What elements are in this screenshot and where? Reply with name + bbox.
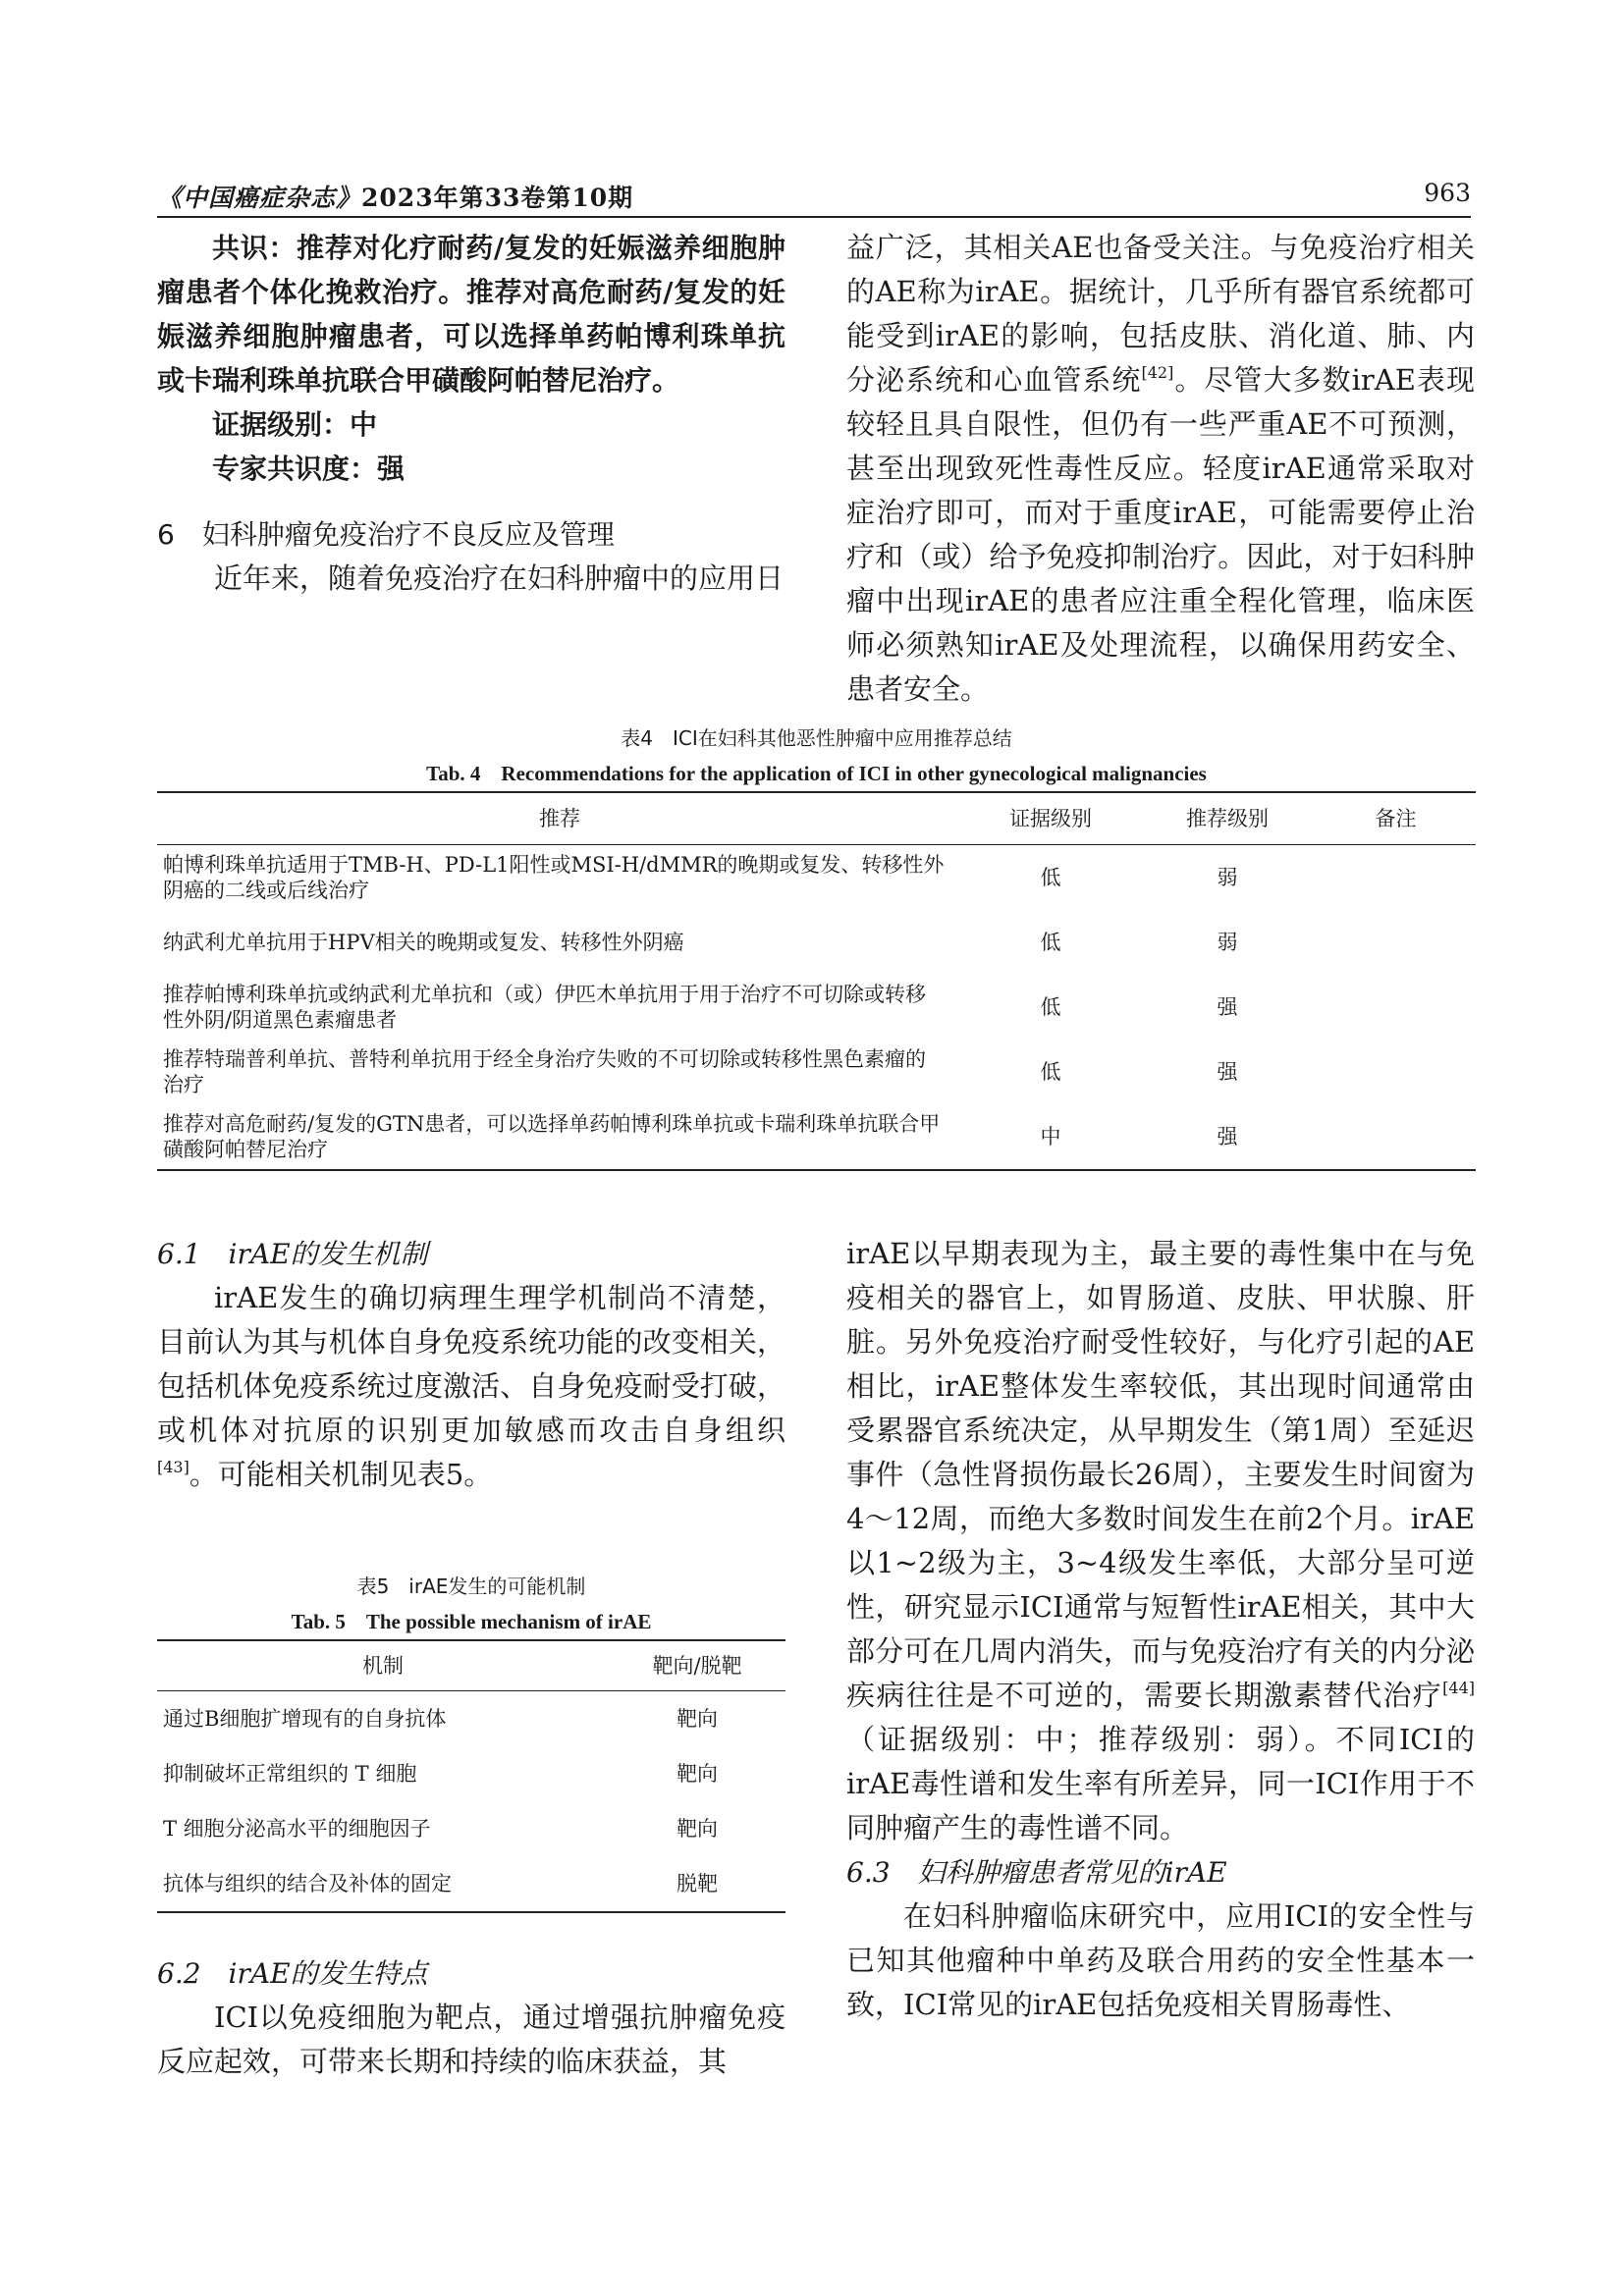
right-column-top — [846, 226, 1475, 712]
cell-recommendation: 纳武利尤单抗用于HPV相关的晚期或复发、转移性外阴癌 — [163, 931, 684, 954]
table-row — [157, 910, 1476, 975]
table-row — [157, 1801, 785, 1856]
col-header-note: 备注 — [1316, 792, 1476, 845]
journal-name: 《中国癌症杂志》 — [157, 184, 362, 212]
section-6-3-title: 6.3 妇科肿瘤患者常见的irAE — [846, 1856, 1227, 1889]
cell-mechanism: 通过B细胞扩增现有的自身抗体 — [163, 1707, 447, 1731]
cell-note — [1316, 845, 1476, 911]
col-header-target: 靶向/脱靶 — [609, 1640, 785, 1691]
cell-recommendation: 推荐对高危耐药/复发的GTN患者，可以选择单药帕博利珠单抗或卡瑞利珠单抗联合甲磺酸阿帕替尼治疗 — [163, 1112, 941, 1161]
section-6-2 — [157, 1951, 785, 2084]
section-6-paragraph: 近年来，随着免疫治疗在妇科肿瘤中的应用日 — [214, 561, 785, 595]
cell-recommendation: 帕博利珠单抗适用于TMB-H、PD-L1阳性或MSI-H/dMMR的晚期或复发、转移性外阴癌的二线或后线治疗 — [163, 853, 945, 902]
cell-target: 脱靶 — [677, 1872, 718, 1896]
section-6-title: 6 妇科肿瘤免疫治疗不良反应及管理 — [157, 518, 615, 551]
cell-target: 靶向 — [677, 1707, 718, 1731]
cell-note — [1316, 1040, 1476, 1104]
left-column-top — [157, 226, 785, 601]
section-6-2-paragraph: ICI以免疫细胞为靶点，通过增强抗肿瘤免疫反应起效，可带来长期和持续的临床获益，其 — [157, 2001, 785, 2078]
table4-caption-en: Tab. 4 Recommendations for the application of ICI in other gynecological malignancies — [426, 762, 1207, 785]
consensus-statement: 共识：推荐对化疗耐药/复发的妊娠滋养细胞肿瘤患者个体化挽救治疗。推荐对高危耐药/复发的妊娠滋养细胞肿瘤患者，可以选择单药帕博利珠单抗或卡瑞利珠单抗联合甲磺酸阿帕替尼治疗。 — [157, 232, 785, 397]
section-6-1 — [157, 1232, 785, 1497]
irae-intro-paragraph: 益广泛，其相关AE也备受关注。与免疫治疗相关的AE称为irAE。据统计，几乎所有器官系统都可能受到irAE的影响，包括皮肤、消化道、肺、内分泌系统和心血管系统[42]。尽管大多数irAE表现较轻且具自限性，但仍有一些严重AE不可预测，甚至出现致死性毒性反应。轻度irAE通常采取对症治疗即可，而对于重度irAE，可能需要停止治疗和（或）给予免疫抑制治疗。因此，对于妇科肿瘤中出现irAE的患者应注重全程化管理，临床医师必须熟知irAE及处理流程，以确保用药安全、患者安全。 — [846, 231, 1475, 706]
table5 — [157, 1639, 785, 1913]
right-column-bottom — [846, 1232, 1475, 2027]
table-row — [157, 1104, 1476, 1170]
expert-consensus-level: 专家共识度：强 — [212, 453, 406, 485]
col-header-mechanism: 机制 — [157, 1640, 609, 1691]
table-header-row — [157, 792, 1476, 845]
table5-caption-en: Tab. 5 The possible mechanism of irAE — [291, 1610, 652, 1633]
cell-recommendation: 推荐特瑞普利单抗、普特利单抗用于经全身治疗失败的不可切除或转移性黑色素瘤的治疗 — [163, 1047, 926, 1096]
cell-target: 靶向 — [677, 1817, 718, 1841]
table-row — [157, 1856, 785, 1912]
cell-grade: 弱 — [1217, 866, 1238, 889]
cell-target: 靶向 — [677, 1762, 718, 1786]
evidence-level: 证据级别：中 — [212, 408, 378, 441]
table4 — [157, 791, 1476, 1171]
irae-characteristics-paragraph: irAE以早期表现为主，最主要的毒性集中在与免疫相关的器官上，如胃肠道、皮肤、甲状腺、肝脏。另外免疫治疗耐受性较好，与化疗引起的AE相比，irAE整体发生率较低，其出现时间通常由受累器官系统决定，从早期发生（第1周）至延迟事件（急性肾损伤最长26周），主要发生时间窗为4～12周，而绝大多数时间发生在前2个月。irAE以1~2级为主，3~4级发生率低，大部分呈可逆性，研究显示ICI通常与短暂性irAE相关，其中大部分可在几周内消失，而与免疫治疗有关的内分泌疾病往往是不可逆的，需要长期激素替代治疗[44]（证据级别：中；推荐级别：弱）。不同ICI的irAE毒性谱和发生率有所差异，同一ICI作用于不同肿瘤产生的毒性谱不同。 — [846, 1237, 1475, 1844]
cell-mechanism: T 细胞分泌高水平的细胞因子 — [163, 1817, 431, 1841]
cell-mechanism: 抗体与组织的结合及补体的固定 — [163, 1872, 452, 1896]
cell-note — [1316, 910, 1476, 975]
col-header-evidence: 证据级别 — [962, 792, 1139, 845]
cell-grade: 强 — [1217, 1060, 1238, 1084]
cell-grade: 强 — [1217, 1125, 1238, 1148]
section-6-2-title: 6.2 irAE的发生特点 — [157, 1957, 428, 1990]
table-row — [157, 1040, 1476, 1104]
reference-44: [44] — [1442, 1679, 1475, 1697]
cell-grade: 强 — [1217, 995, 1238, 1019]
table-row — [157, 845, 1476, 911]
cell-evidence: 低 — [1040, 866, 1061, 889]
page-number: 963 — [1424, 179, 1471, 207]
volume-issue: 2023年第33卷第10期 — [361, 184, 634, 212]
section-6-3-paragraph: 在妇科肿瘤临床研究中，应用ICI的安全性与已知其他瘤种中单药及联合用药的安全性基本一致，ICI常见的irAE包括免疫相关胃肠毒性、 — [846, 1899, 1475, 2021]
header-rule — [157, 216, 1471, 218]
table-row — [157, 1691, 785, 1747]
cell-evidence: 低 — [1040, 1060, 1061, 1084]
reference-42: [42] — [1141, 363, 1174, 382]
table4-caption-cn: 表4 ICI在妇科其他恶性肿瘤中应用推荐总结 — [621, 726, 1012, 750]
section-6-1-paragraph: irAE发生的确切病理生理学机制尚不清楚，目前认为其与机体自身免疫系统功能的改变相关，包括机体免疫系统过度激活、自身免疫耐受打破，或机体对抗原的识别更加敏感而攻击自身组织[43]。可能相关机制见表5。 — [157, 1281, 785, 1491]
cell-evidence: 低 — [1040, 931, 1061, 954]
cell-grade: 弱 — [1217, 931, 1238, 954]
cell-note — [1316, 975, 1476, 1040]
cell-evidence: 低 — [1040, 995, 1061, 1019]
cell-note — [1316, 1104, 1476, 1170]
cell-mechanism: 抑制破坏正常组织的 T 细胞 — [163, 1762, 417, 1786]
cell-evidence: 中 — [1040, 1125, 1061, 1148]
col-header-recommendation: 推荐 — [157, 792, 962, 845]
reference-43: [43] — [157, 1458, 189, 1476]
table-row — [157, 1746, 785, 1801]
col-header-grade: 推荐级别 — [1139, 792, 1316, 845]
table-row — [157, 975, 1476, 1040]
table-header-row — [157, 1640, 785, 1691]
journal-header — [157, 179, 633, 214]
cell-recommendation: 推荐帕博利珠单抗或纳武利尤单抗和（或）伊匹木单抗用于用于治疗不可切除或转移性外阴/阴道黑色素瘤患者 — [163, 983, 926, 1032]
section-6-1-title: 6.1 irAE的发生机制 — [157, 1238, 428, 1270]
table5-caption-cn: 表5 irAE发生的可能机制 — [356, 1575, 586, 1598]
